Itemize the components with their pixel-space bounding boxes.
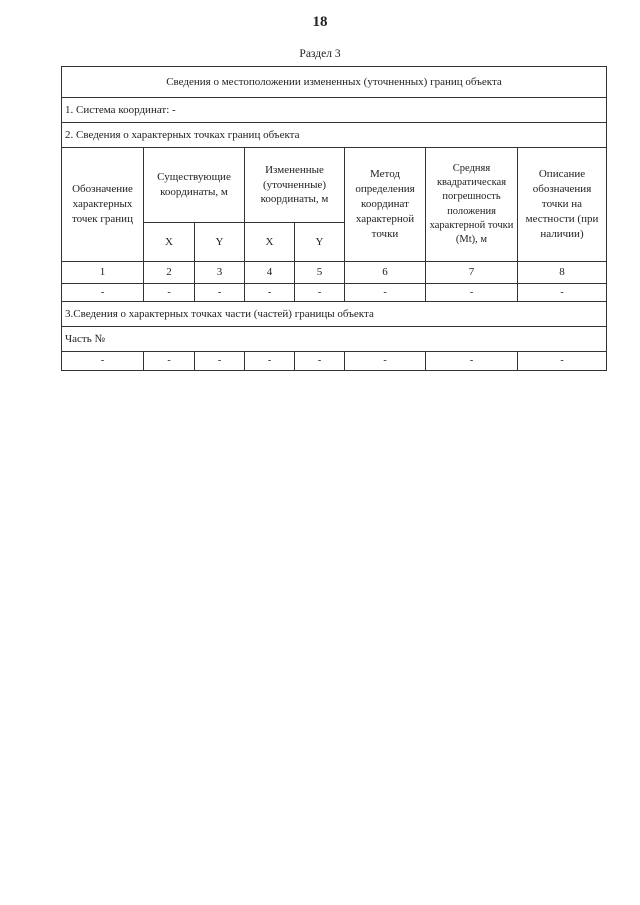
table-cell: - bbox=[144, 284, 195, 302]
table-cell: - bbox=[195, 284, 245, 302]
header-designation: Обозначение характерных точек границ bbox=[62, 148, 144, 262]
coordinate-system: 1. Система координат: - bbox=[62, 98, 607, 123]
header-existing-y: Y bbox=[195, 223, 245, 262]
header-mean-error: Средняя квадратическая погрешность положения характерной точки (Mt), м bbox=[426, 148, 518, 262]
table-cell: - bbox=[345, 284, 426, 302]
column-number: 3 bbox=[195, 262, 245, 284]
table-cell: - bbox=[426, 284, 518, 302]
header-changed-x: X bbox=[245, 223, 295, 262]
table-cell: - bbox=[62, 352, 144, 371]
column-number: 4 bbox=[245, 262, 295, 284]
column-number: 7 bbox=[426, 262, 518, 284]
characteristic-points-heading: 2. Сведения о характерных точках границ объекта bbox=[62, 123, 607, 148]
column-numbers-row bbox=[62, 262, 607, 284]
part-points-heading: 3.Сведения о характерных точках части (частей) границы объекта bbox=[62, 302, 607, 327]
table-cell: - bbox=[345, 352, 426, 371]
table-cell: - bbox=[195, 352, 245, 371]
table-title: Сведения о местоположении измененных (уточненных) границ объекта bbox=[62, 67, 607, 98]
column-number: 2 bbox=[144, 262, 195, 284]
table-cell: - bbox=[518, 284, 607, 302]
table-cell: - bbox=[295, 352, 345, 371]
column-number: 6 bbox=[345, 262, 426, 284]
header-existing-x: X bbox=[144, 223, 195, 262]
header-method: Метод определения координат характерной точки bbox=[345, 148, 426, 262]
table-cell: - bbox=[518, 352, 607, 371]
table-row bbox=[62, 352, 607, 371]
column-number: 5 bbox=[295, 262, 345, 284]
table-cell: - bbox=[144, 352, 195, 371]
table-row bbox=[62, 284, 607, 302]
table-cell: - bbox=[426, 352, 518, 371]
table-cell: - bbox=[245, 284, 295, 302]
table-cell: - bbox=[62, 284, 144, 302]
header-changed-y: Y bbox=[295, 223, 345, 262]
part-label: Часть № bbox=[62, 327, 607, 352]
table-cell: - bbox=[245, 352, 295, 371]
table-cell: - bbox=[295, 284, 345, 302]
column-number: 1 bbox=[62, 262, 144, 284]
column-number: 8 bbox=[518, 262, 607, 284]
boundary-table bbox=[61, 66, 607, 371]
header-existing-coords: Существующие координаты, м bbox=[144, 148, 245, 223]
header-description: Описание обозначения точки на местности (при наличии) bbox=[518, 148, 607, 262]
section-label: Раздел 3 bbox=[299, 48, 341, 60]
page-number: 18 bbox=[312, 14, 328, 30]
header-changed-coords: Измененные (уточненные) координаты, м bbox=[245, 148, 345, 223]
